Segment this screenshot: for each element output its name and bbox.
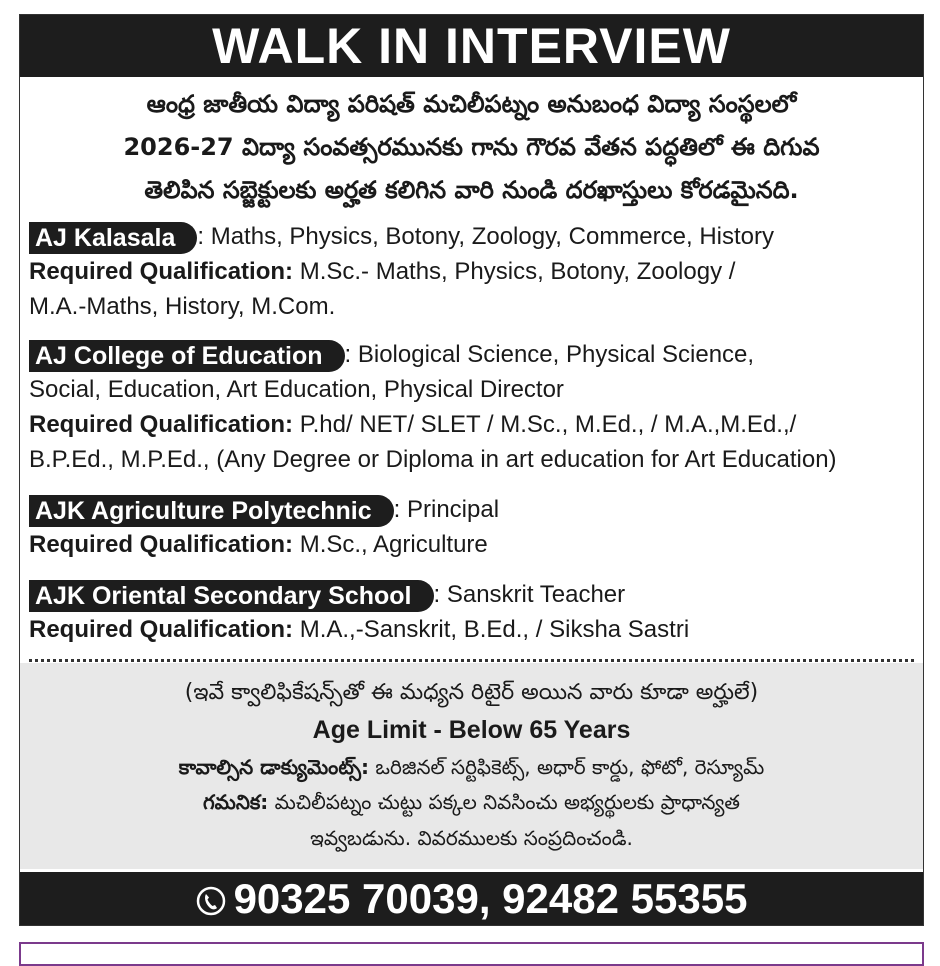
- remark-continuation: ఇవ్వబడును. వివరములకు సంప్రదించండి.: [310, 826, 633, 850]
- phone-icon: [196, 875, 226, 926]
- qualification-label: Required Qualification:: [29, 411, 294, 438]
- subjects-text: : Biological Science, Physical Science,: [344, 341, 755, 368]
- qualification-label: Required Qualification:: [29, 531, 294, 558]
- qualification-row: [29, 612, 689, 647]
- institution-label: AJK Agriculture Polytechnic: [29, 495, 394, 527]
- page-title: WALK IN INTERVIEW: [20, 15, 923, 77]
- section-aj-kalasala: [29, 219, 774, 324]
- documents-value: ఒరిజినల్ సర్టిఫికెట్స్, అధార్ కార్డు, ఫోటో, రెస్యూమ్: [369, 755, 765, 779]
- section-heading-row: [29, 337, 837, 372]
- intro-line-2: 2026-27 విద్యా సంవత్సరమునకు గాను గౌరవ వేతన పద్ధతిలో ఈ దిగువ: [123, 133, 820, 161]
- documents-line: [20, 750, 923, 784]
- section-ajk-oriental-secondary-school: [29, 577, 689, 647]
- subjects-text: : Principal: [393, 496, 500, 523]
- intro-line-3: తెలిపిన సబ్జెక్టులకు అర్హత కలిగిన వారి నుండి దరఖాస్తులు కోరడమైనది.: [144, 176, 799, 204]
- remark-line: [20, 785, 923, 819]
- section-heading-row: [29, 577, 689, 612]
- section-ajk-agriculture-polytechnic: [29, 492, 499, 562]
- retired-note: (ఇవే క్వాలిఫికేషన్స్‌తో ఈ మధ్యన రిటైర్ అయిన వారు కూడా అర్హులే): [184, 680, 759, 705]
- intro-line-1: ఆంధ్ర జాతీయ విద్యా పరిషత్ మచిలీపట్నం అనుబంధ విద్యా సంస్థలలో: [146, 90, 797, 118]
- notes-panel: [20, 663, 923, 869]
- qualification-text: P.hd/ NET/ SLET / M.Sc., M.Ed., / M.A.,M.Ed.,/: [293, 411, 797, 438]
- documents-label: కావాల్సిన డాక్యుమెంట్స్:: [178, 755, 369, 779]
- qualification-continuation: M.A.-Maths, History, M.Com.: [29, 293, 336, 320]
- remark-text: మచిలీపట్నం చుట్టు పక్కల నివసించు అభ్యర్థులకు ప్రాధాన్యత: [268, 790, 740, 814]
- qualification-row: [29, 254, 774, 289]
- subjects-text: : Maths, Physics, Botony, Zoology, Commerce, History: [197, 223, 774, 250]
- section-heading-row: [29, 492, 499, 527]
- contact-bar: [20, 872, 923, 925]
- subjects-continuation: Social, Education, Art Education, Physical Director: [29, 376, 564, 403]
- qualification-row: [29, 407, 837, 442]
- institution-label: AJ Kalasala: [29, 222, 197, 254]
- age-limit: Age Limit - Below 65 Years: [312, 716, 631, 744]
- qualification-row: [29, 527, 499, 562]
- section-aj-college-of-education: [29, 337, 837, 477]
- qualification-text: M.Sc.- Maths, Physics, Botony, Zoology /: [293, 258, 736, 285]
- qualification-text: M.A.,-Sanskrit, B.Ed., / Siksha Sastri: [293, 616, 690, 643]
- qualification-label: Required Qualification:: [29, 258, 294, 285]
- advertisement-frame: [19, 14, 924, 926]
- next-ad-border: [19, 942, 924, 966]
- phone-numbers: 90325 70039, 92482 55355: [233, 875, 748, 922]
- section-heading-row: [29, 219, 774, 254]
- qualification-label: Required Qualification:: [29, 616, 294, 643]
- qualification-text: M.Sc., Agriculture: [293, 531, 488, 558]
- institution-label: AJ College of Education: [29, 340, 345, 372]
- subjects-text: : Sanskrit Teacher: [433, 581, 626, 608]
- dotted-divider: [29, 659, 914, 662]
- institution-label: AJK Oriental Secondary School: [29, 580, 434, 612]
- qualification-continuation: B.P.Ed., M.P.Ed., (Any Degree or Diploma in art education for Art Education): [29, 446, 837, 473]
- intro-paragraph: [20, 83, 923, 212]
- remark-label: గమనిక:: [203, 790, 269, 814]
